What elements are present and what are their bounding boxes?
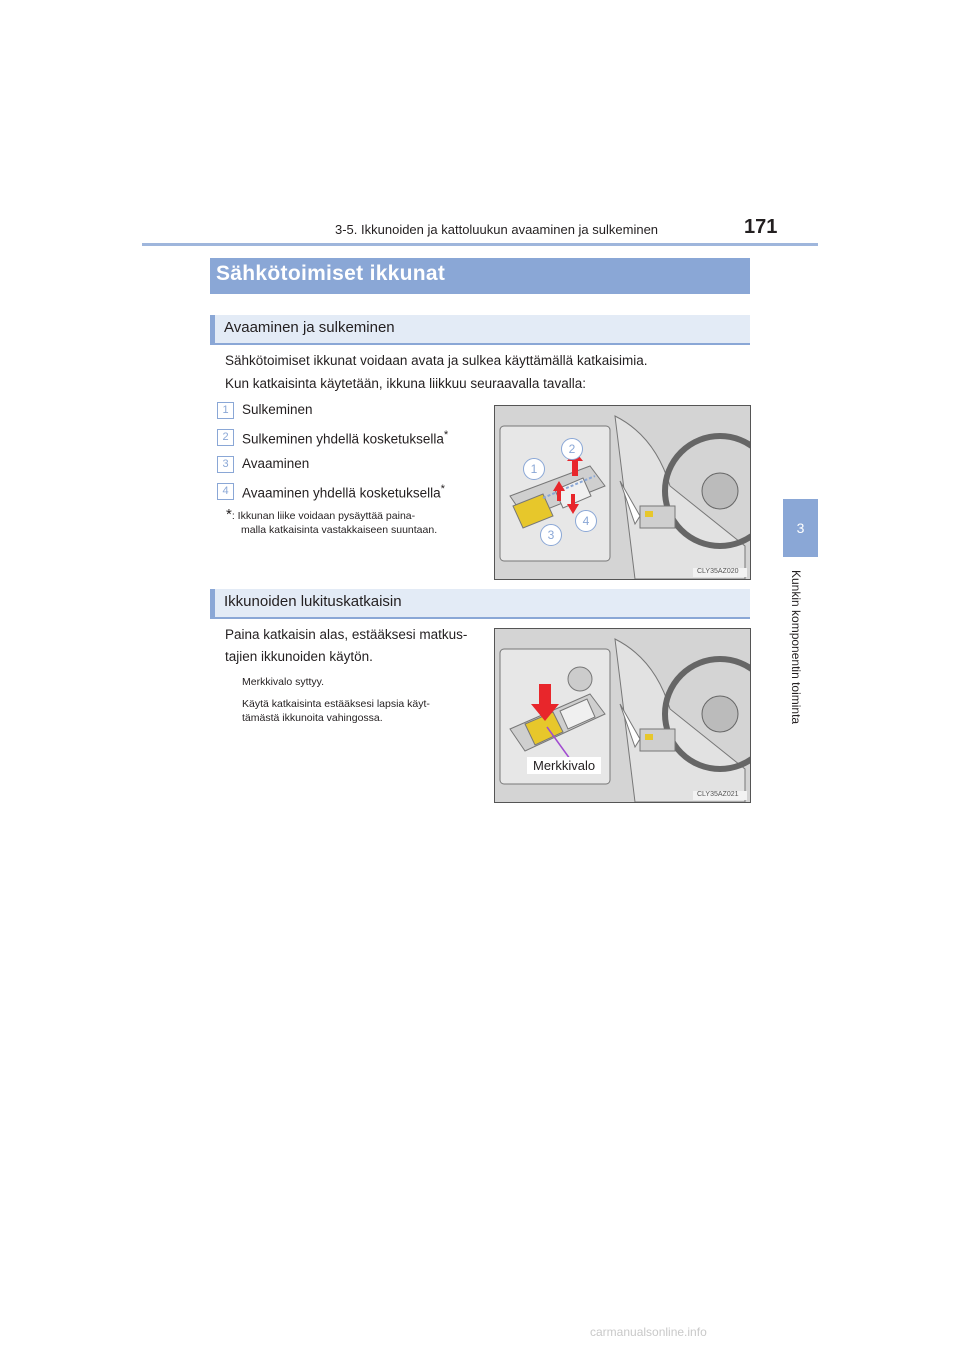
window-switch-figure	[494, 405, 751, 580]
operation-list	[217, 402, 487, 512]
item-text	[242, 429, 448, 447]
section2-para-line2: tajien ikkunoiden käytön.	[225, 649, 373, 664]
footnote-line1: : Ikkunan liike voidaan pysäyttää paina-	[231, 510, 416, 522]
callout-1: 1	[523, 458, 545, 480]
item-text: Sulkeminen	[242, 402, 313, 417]
callout-4: 4	[575, 510, 597, 532]
footnote-star: *	[440, 483, 446, 495]
item-label: Avaaminen yhdellä kosketuksella	[242, 485, 441, 501]
main-heading-text: Sähkötoimiset ikkunat	[216, 262, 446, 285]
main-heading	[210, 258, 750, 294]
chapter-title-text: Kunkin komponentin toiminta	[789, 570, 803, 725]
lock-switch-figure	[494, 628, 751, 803]
chapter-tab[interactable]: 3	[783, 499, 818, 557]
item-text	[242, 483, 445, 501]
indicator-label: Merkkivalo	[527, 757, 601, 774]
page-number: 171	[744, 216, 778, 238]
footnote-line2: malla katkaisinta vastakkaiseen suuntaan.	[241, 524, 438, 536]
item-number-badge: 4	[217, 483, 234, 500]
site-watermark: carmanualsonline.info	[590, 1325, 707, 1339]
item-number-badge: 3	[217, 456, 234, 473]
callout-2: 2	[561, 438, 583, 460]
section-heading-text: Avaaminen ja sulkeminen	[224, 319, 395, 336]
section1-intro-line1: Sähkötoimiset ikkunat voidaan avata ja sulkea käyttämällä katkaisimia.	[225, 353, 648, 368]
footnote-star: *	[443, 429, 449, 441]
window-switch-illustration	[495, 406, 750, 579]
note-child-line1: Käytä katkaisinta estääksesi lapsia käyt-	[242, 698, 430, 710]
section-heading-lock-switch	[210, 589, 750, 619]
note-child-line2: tämästä ikkunoita vahingossa.	[242, 712, 383, 724]
figure-code: CLY35AZ020	[697, 568, 739, 575]
section-heading-text: Ikkunoiden lukituskatkaisin	[224, 593, 402, 610]
running-header-title: 3-5. Ikkunoiden ja kattoluukun avaaminen ja sulkeminen	[335, 222, 659, 237]
section2-para-line1: Paina katkaisin alas, estääksesi matkus-	[225, 627, 468, 642]
callout-3: 3	[540, 524, 562, 546]
item-label: Sulkeminen yhdellä kosketuksella	[242, 431, 444, 447]
item-text: Avaaminen	[242, 456, 310, 471]
section-heading-open-close	[210, 315, 750, 345]
section1-intro-line2: Kun katkaisinta käytetään, ikkuna liikkuu seuraavalla tavalla:	[225, 376, 586, 391]
header-rule	[142, 243, 818, 246]
note-indicator-lights: Merkkivalo syttyy.	[242, 676, 325, 688]
lock-switch-illustration	[495, 629, 750, 802]
item-number-badge: 1	[217, 402, 234, 419]
item-number-badge: 2	[217, 429, 234, 446]
figure-code: CLY35AZ021	[697, 791, 739, 798]
footnote	[226, 508, 482, 537]
chapter-title-vertical	[752, 570, 832, 760]
footnote-mark: *	[226, 506, 232, 523]
